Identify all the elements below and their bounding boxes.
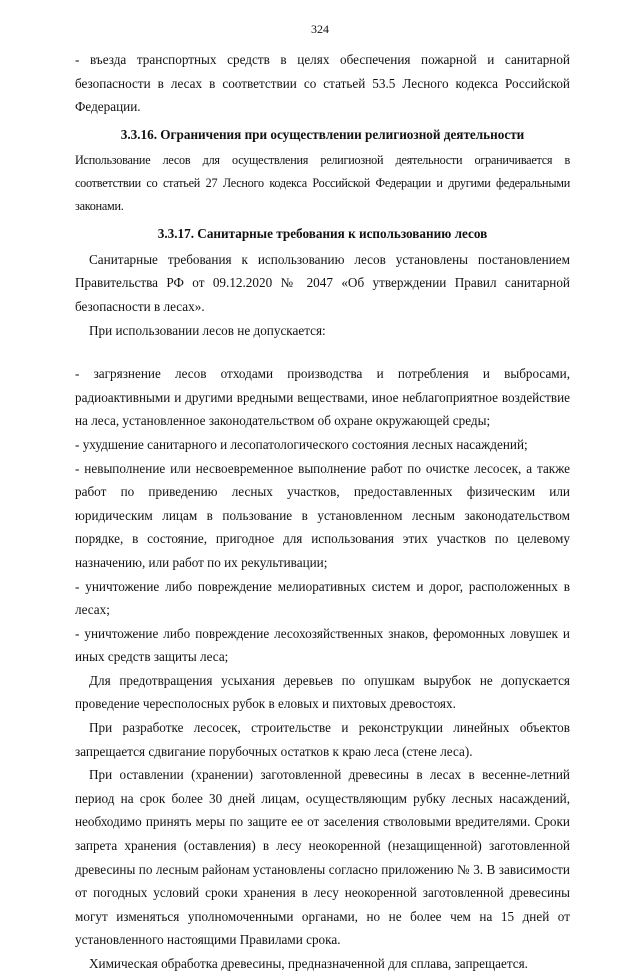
list-item: - уничтожение либо повреждение мелиоративных систем и дорог, расположенных в лесах; — [75, 578, 570, 618]
document-body — [75, 48, 570, 976]
paragraph: Использование лесов для осуществления религиозной деятельности ограничивается в соответствии со статьей 27 Лесного кодекса Российской Федерации и другими федеральными законами. — [75, 152, 570, 213]
paragraph: При использовании лесов не допускается: — [89, 322, 326, 338]
paragraph: - въезда транспортных средств в целях обеспечения пожарной и санитарной безопасности в лесах в соответствии со статьей 53.5 Лесного кодекса Российской Федерации. — [75, 52, 570, 115]
paragraph: Химическая обработка древесины, предназначенной для сплава, запрещается. — [89, 956, 528, 971]
list-item: - ухудшение санитарного и лесопатологического состояния лесных насаждений; — [75, 436, 528, 452]
page-number: 324 — [311, 22, 329, 36]
list-item: - уничтожение либо повреждение лесохозяйственных знаков, феромонных ловушек и иных средств защиты леса; — [75, 625, 570, 665]
paragraph: При оставлении (хранении) заготовленной древесины в лесах в весенне-летний период на срок более 30 дней лицам, осуществляющим рубку лесных насаждений, необходимо принять меры по защите ее от заселения стволовыми вредителями. Сроки запрета хранения (оставления) в лесу неокоренной (незащищенной) заготовленной древесины по лесным районам установлены согласно приложению № 3. В зависимости от погодных условий сроки хранения в лесу неокоренной заготовленной древесины могут изменяться уполномоченными органами, но не более чем на 15 дней от установленного настоящими Правилами срока. — [75, 767, 570, 948]
paragraph: Для предотвращения усыхания деревьев по опушкам вырубок не допускается проведение чересполосных рубок в еловых и пихтовых древостоях. — [75, 672, 570, 712]
list-item: - невыполнение или несвоевременное выполнение работ по очистке лесосек, а также работ по приведению лесных участков, предоставленных физическим или юридическим лицам в пользование в установленном лесным законодательством порядке, в состояние, пригодное для использования этих участков по целевому назначению, или работ по их рекультивации; — [75, 460, 570, 570]
paragraph: Санитарные требования к использованию лесов установлены постановлением Правительства РФ от 09.12.2020 № 2047 «Об утверждении Правил санитарной безопасности в лесах». — [75, 251, 570, 314]
section-heading: 3.3.16. Ограничения при осуществлении религиозной деятельности — [120, 126, 525, 142]
section-heading: 3.3.17. Санитарные требования к использованию лесов — [157, 225, 488, 241]
list-item: - загрязнение лесов отходами производства и потребления и выбросами, радиоактивными и другими вредными веществами, иное неблагоприятное воздействие на леса, установленное законодательством об охране окружающей среды; — [75, 366, 570, 429]
spacer — [75, 342, 570, 362]
paragraph: При разработке лесосек, строительстве и реконструкции линейных объектов запрещается сдвигание порубочных остатков к краю леса (стене леса). — [75, 720, 570, 759]
